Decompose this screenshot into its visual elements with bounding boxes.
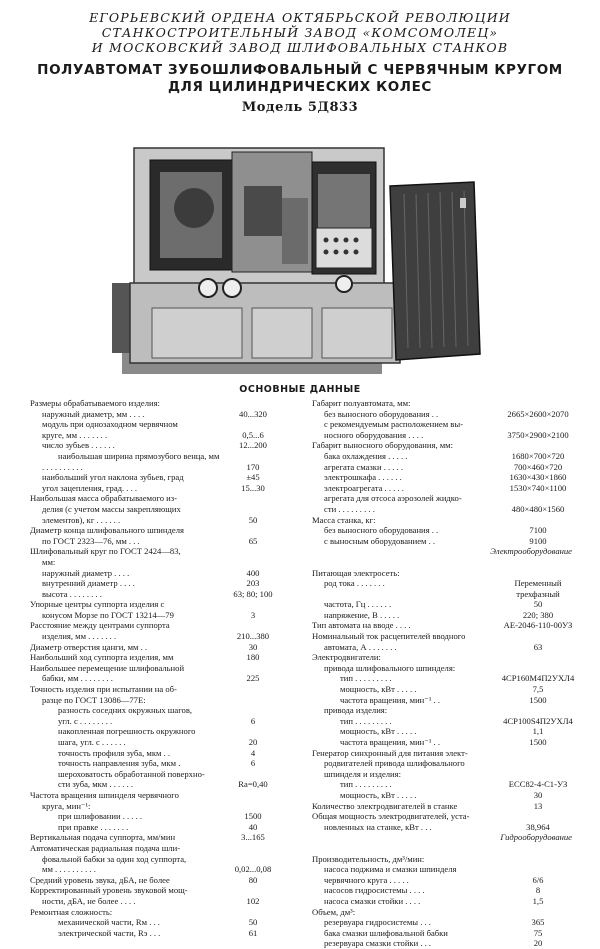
spec-label: точность профиля зуба, мкм . . [58,747,171,758]
left-spec-column [30,398,300,938]
spec-label: Масса станка, кг: [312,514,376,525]
spec-value: 80 [248,874,258,885]
spec-row [312,568,582,579]
spec-label: агрегата для отсоса аэрозолей жидко- [324,493,462,504]
spec-label: мощность, кВт . . . . . [340,789,417,800]
spec-value: 210...380 [236,631,270,642]
spec-value: 203 [246,578,260,589]
spec-row [312,790,582,801]
spec-value: Переменный [514,578,562,589]
spec-row [30,843,300,854]
spec-value: 400 [246,567,260,578]
title-line: ДЛЯ ЦИЛИНДРИЧЕСКИХ КОЛЕС [168,79,432,95]
spec-value: 1680×700×720 [511,450,565,461]
spec-label: Расстояние между центрами суппорта [30,620,170,631]
spec-value: 7100 [529,525,547,536]
spec-label: Габарит выносного оборудования, мм: [312,440,454,451]
spec-label: число зубьев . . . . . . [42,440,115,451]
spec-value: 0,02...0,08 [234,864,272,875]
spec-row [30,409,300,420]
spec-label: Автоматическая радиальная подача шли- [30,842,181,853]
spec-row [312,451,582,462]
spec-value: 61 [248,927,258,938]
spec-row [312,398,582,409]
spec-row [30,885,300,896]
spec-row [312,483,582,494]
spec-label: Электродвигатели: [312,652,381,663]
spec-row [312,462,582,473]
spec-label: Размеры обрабатываемого изделия: [30,398,160,408]
spec-label: привода шлифовального шпинделя: [324,662,456,673]
spec-value: 1,5 [532,895,544,906]
spec-label: электрошкафа . . . . . . [324,472,402,483]
spec-label: бабки, мм . . . . . . . . [42,673,113,684]
spec-row [30,663,300,674]
spec-label: тип . . . . . . . . . [340,673,392,684]
spec-label: круга, мин⁻¹: [42,800,91,811]
spec-row [312,663,582,674]
spec-row [30,440,300,451]
section-title: ОСНОВНЫЕ ДАННЫЕ [239,384,361,395]
spec-label: насосов гидросистемы . . . . [324,885,425,896]
spec-value: 50 [248,514,258,525]
spec-row [312,493,582,504]
spec-label: точность направления зуба, мкм . [58,758,181,769]
spec-label: Количество электродвигателей в станке [312,800,458,811]
spec-row [30,451,300,462]
spec-row [30,896,300,907]
spec-label: Средний уровень звука, дБА, не более [30,874,170,885]
spec-label: Точность изделия при испытании на об- [30,684,177,695]
spec-value: 1500 [244,811,262,822]
spec-label: частота, Гц . . . . . . [324,599,392,610]
spec-value: 38,964 [526,821,550,832]
spec-label: модуль при однозаходном червячном [42,419,178,430]
spec-label: Объем, дм³: [312,906,356,917]
spec-row [30,652,300,663]
spec-label: Общая мощность электродвигателей, уста- [312,811,470,822]
spec-row [30,578,300,589]
spec-row [30,493,300,504]
spec-row [312,504,582,515]
spec-value: 15...30 [241,482,265,493]
spec-row [30,716,300,727]
spec-value: 63 [533,641,543,652]
spec-label: с выносным оборудованием . . [324,535,436,546]
spec-row [30,398,300,409]
spec-row [312,578,582,589]
spec-label: ности, дБА, не более . . . . [42,895,136,906]
spec-row [312,769,582,780]
spec-row [312,843,582,854]
spec-label: привода изделия: [324,705,388,716]
spec-label: тип . . . . . . . . . [340,779,392,790]
spec-row [312,875,582,886]
spec-label: угол зацепления, град. . . . [42,482,138,493]
spec-row [30,472,300,483]
spec-label: мм . . . . . . . . . . [42,864,96,875]
spec-label: с рекомендуемым расположением вы- [324,419,463,430]
spec-row [30,631,300,642]
spec-row [312,419,582,430]
spec-row [312,758,582,769]
spec-label: насоса поджима и смазки шпинделя [324,864,457,875]
spec-label: при шлифовании . . . . . [58,811,143,822]
spec-value: 3...165 [241,832,265,843]
spec-value: 3 [250,609,256,620]
spec-row [312,515,582,526]
spec-label: при правке . . . . . . . [58,821,129,832]
spec-label: угл. с . . . . . . . . [58,715,113,726]
spec-label: разце по ГОСТ 13086—77Е: [42,694,146,705]
spec-row [30,589,300,600]
factory-line: ЕГОРЬЕВСКИЙ ОРДЕНА ОКТЯБРЬСКОЙ РЕВОЛЮЦИИ [89,10,511,25]
spec-value: 65 [248,535,258,546]
spec-row [312,695,582,706]
spec-row [312,896,582,907]
spec-row [30,864,300,875]
spec-row [30,769,300,780]
spec-value: 4СР160М4П2УХЛ4 [501,673,575,684]
spec-row [30,811,300,822]
spec-value: 225 [246,673,260,684]
spec-value: 40 [248,821,258,832]
spec-row [30,430,300,441]
spec-row [30,536,300,547]
spec-value: 12...200 [239,440,267,451]
spec-row [312,822,582,833]
spec-row [312,472,582,483]
spec-label: частота вращения, мин⁻¹ . . [340,694,440,705]
spec-label: Габарит полуавтомата, мм: [312,398,411,408]
spec-label: мм: [42,556,56,567]
spec-label: . . . . . . . . . . [42,461,83,472]
subsection-heading: Электрооборудование [490,546,572,557]
spec-row [312,440,582,451]
spec-row [30,684,300,695]
spec-value: 7,5 [532,684,544,695]
spec-value: 1530×740×1100 [509,482,567,493]
spec-row [312,620,582,631]
spec-row [312,536,582,547]
spec-row [312,652,582,663]
spec-row [30,748,300,759]
spec-label: фовальной бабки за один ход суппорта, [42,853,187,864]
spec-label: внутренний диаметр . . . . [42,578,135,589]
spec-label: бака смазки шлифовальной бабки [324,927,448,938]
spec-row [30,419,300,430]
spec-row [312,610,582,621]
spec-label: Диаметр отверстия цанги, мм . . [30,641,148,652]
spec-value: 75 [533,927,543,938]
spec-label: Производительность, дм³/мин: [312,853,425,864]
spec-label: высота . . . . . . . . [42,588,102,599]
spec-row [30,483,300,494]
spec-row [30,822,300,833]
spec-row [312,631,582,642]
spec-row [30,546,300,557]
spec-row [312,642,582,653]
spec-row [30,504,300,515]
spec-label: наибольший угол наклона зубьев, град [42,472,184,483]
spec-label: сти зуба, мкм . . . . . . [58,779,134,790]
spec-value: 2665×2600×2070 [507,408,569,419]
spec-row [312,938,582,949]
spec-row [312,726,582,737]
spec-label: электрической части, Rэ . . . [58,927,161,938]
spec-row [30,673,300,684]
spec-row [30,875,300,886]
spec-value: ±45 [246,472,260,483]
spec-value: 1,1 [532,726,544,737]
spec-row [312,854,582,865]
spec-label: Корректированный уровень звуковой мощ- [30,885,188,896]
factory-line: СТАНКОСТРОИТЕЛЬНЫЙ ЗАВОД «КОМСОМОЛЕЦ» [101,25,499,40]
spec-value: 480×480×1560 [511,503,565,514]
factory-line: И МОСКОВСКИЙ ЗАВОД ШЛИФОВАЛЬНЫХ СТАНКОВ [91,40,509,55]
spec-label: шероховатость обработанной поверхно- [58,768,205,779]
spec-row [30,515,300,526]
spec-value: 1500 [529,737,547,747]
spec-label: Диаметр конца шлифовального шпинделя [30,525,184,536]
spec-row [30,695,300,706]
spec-value: 1630×430×1860 [509,472,567,483]
spec-value: 700×460×720 [513,461,563,472]
document-title [0,62,600,96]
spec-value: 4 [250,747,256,758]
spec-label: Ремонтная сложность: [30,906,113,917]
right-spec-column [312,398,582,949]
factory-name [0,10,600,55]
spec-row [30,525,300,536]
spec-row [30,801,300,812]
spec-value: 13 [533,800,543,811]
spec-value: 365 [531,917,545,928]
spec-label: новленных на станке, кВт . . . [324,821,432,832]
spec-row [312,864,582,875]
spec-label: без выносного оборудования . . [324,408,439,419]
spec-value: 4СР100S4П2УХЛ4 [503,715,573,726]
spec-label: частота вращения, мин⁻¹ . . [340,737,440,747]
spec-row [312,801,582,812]
spec-value: 1500 [529,694,547,705]
spec-row [30,790,300,801]
spec-row [30,705,300,716]
spec-label: элементов), кг . . . . . . [42,514,121,525]
spec-label: носного оборудования . . . . [324,429,424,440]
spec-label: Частота вращения шпинделя червячного [30,789,179,800]
spec-label: Вертикальная подача суппорта, мм/мин [30,832,176,843]
spec-value: 102 [246,895,260,906]
spec-row [312,748,582,759]
model-number: Модель 5Д833 [241,100,359,115]
spec-label: делия (с учетом массы закрепляющих [42,503,181,514]
spec-value: 63; 80; 100 [233,588,273,599]
spec-value: 6/6 [532,874,544,885]
spec-label: бака охлаждения . . . . . [324,450,408,461]
spec-label: тип . . . . . . . . . [340,715,392,726]
spec-label: резервуара гидросистемы . . . [324,917,431,928]
spec-row [312,684,582,695]
spec-label: Наибольшее перемещение шлифовальной [30,662,185,673]
spec-row [312,557,582,568]
spec-label: насоса смазки стойки . . . . [324,895,421,906]
spec-label: изделия, мм . . . . . . . [42,631,117,642]
spec-row [30,779,300,790]
spec-row [30,599,300,610]
spec-row [312,409,582,420]
spec-value: ЕСС82-4-С1-УЗ [508,779,568,790]
spec-value: 6 [250,758,256,769]
spec-label: Наибольший ход суппорта изделия, мм [30,652,174,663]
spec-row [30,620,300,631]
spec-row [30,928,300,939]
spec-label: родвигателей привода шлифовального [324,758,465,769]
spec-row [312,716,582,727]
spec-row [30,568,300,579]
spec-row [30,854,300,865]
spec-row [312,779,582,790]
spec-row [30,907,300,918]
spec-label: шага, угл. с . . . . . . [58,737,126,747]
spec-value: 30 [248,641,258,652]
spec-row [312,885,582,896]
spec-value: 20 [533,938,543,949]
spec-row [312,705,582,716]
spec-label: наружный диаметр, мм . . . . [42,408,145,419]
spec-value: Ra=0,40 [238,779,268,790]
spec-label: Генератор синхронный для питания элект- [312,747,468,758]
spec-label: Питающая электросеть: [312,567,400,578]
spec-row [30,610,300,621]
spec-label: наружный диаметр . . . . [42,567,130,578]
title-line: ПОЛУАВТОМАТ ЗУБОШЛИФОВАЛЬНЫЙ С ЧЕРВЯЧНЫМ КРУГОМ [37,62,563,78]
spec-label: род тока . . . . . . . [324,578,385,589]
spec-value: 40...320 [239,408,267,419]
spec-label: механической части, Rм . . . [58,917,160,928]
spec-label: Наибольшая масса обрабатываемого из- [30,493,177,504]
spec-value: 8 [535,885,541,896]
spec-value: 170 [246,461,260,472]
spec-label: конусом Морзе по ГОСТ 13214—79 [42,609,174,620]
spec-value: 50 [248,917,258,928]
spec-row [312,525,582,536]
spec-label: червячного круга . . . . . [324,874,409,885]
spec-row [30,726,300,737]
spec-label: по ГОСТ 2323—76, мм . . . [42,535,140,546]
spec-row [312,430,582,441]
spec-label: шпинделя и изделия: [324,768,401,779]
spec-label: круге, мм . . . . . . . [42,429,108,440]
spec-row [30,737,300,748]
spec-value: 3750×2900×2100 [507,429,569,440]
spec-row [312,907,582,918]
spec-value: 9100 [529,535,547,546]
spec-label: напряжение, В . . . . . [324,609,400,620]
spec-value: 6 [250,715,256,726]
spec-row [30,642,300,653]
spec-label: наибольшая ширина прямозубого венца, мм [58,450,220,461]
spec-label: мощность, кВт . . . . . [340,684,417,695]
spec-row [30,462,300,473]
spec-row [312,928,582,939]
spec-label: Упорные центры суппорта изделия с [30,599,165,610]
spec-row [312,811,582,822]
spec-row [312,673,582,684]
spec-label: без выносного оборудования . . [324,525,439,536]
spec-value: 180 [246,652,260,663]
spec-row [312,589,582,600]
spec-label: сти . . . . . . . . . [324,503,375,514]
spec-value: 20 [248,737,258,747]
spec-row [312,737,582,748]
spec-label: накопленная погрешность окружного [58,726,196,737]
spec-label: Номинальный ток расцепителей вводного [312,631,466,642]
spec-label: Шлифовальный круг по ГОСТ 2424—83, [30,546,181,557]
spec-value: 0,5...6 [242,429,264,440]
spec-label: агрегата смазки . . . . . [324,461,404,472]
spec-value: трехфазный [516,588,560,599]
spec-value: АЕ-2046-110-00УЗ [503,620,573,631]
machine-photo [112,138,492,378]
spec-row [30,832,300,843]
spec-label: резервуара смазки стойки . . . [324,938,432,949]
subsection-heading: Гидрооборудование [500,832,572,843]
spec-row [30,557,300,568]
spec-row [30,758,300,769]
spec-value: 220; 380 [522,609,554,620]
spec-label: автомата, А . . . . . . . [324,641,397,652]
spec-label: разность соседних окружных шагов, [58,705,193,716]
spec-label: мощность, кВт . . . . . [340,726,417,737]
spec-value: 50 [533,599,543,610]
spec-label: электроагрегата . . . . . [324,482,404,493]
spec-value: 30 [533,789,543,800]
spec-label: Тип автомата на вводе . . . . [312,620,411,631]
spec-row [312,599,582,610]
